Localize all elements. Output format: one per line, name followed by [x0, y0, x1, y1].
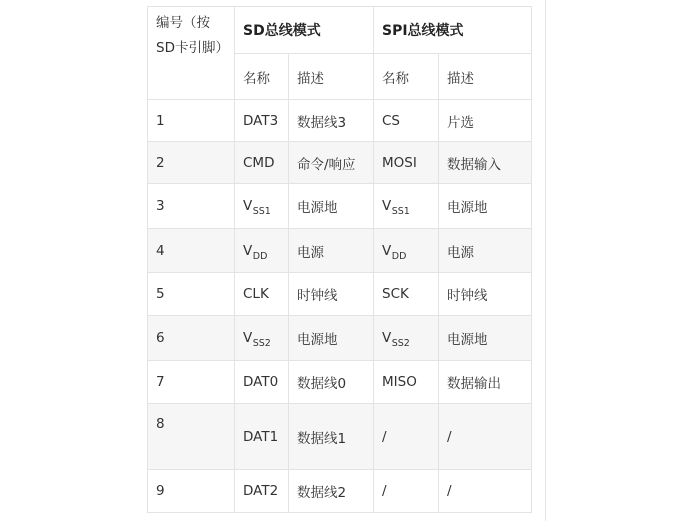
spi-name-cell: [374, 361, 439, 404]
pin-number-cell: 5: [148, 273, 235, 316]
sd-desc-header: 描述: [289, 54, 374, 100]
sd-name-cell: [235, 361, 289, 404]
table-row: [148, 316, 532, 361]
signal-text: V: [243, 198, 253, 214]
pin-number-cell: 8: [148, 404, 235, 470]
spi-desc-cell: /: [439, 404, 532, 470]
pin-table: [147, 6, 532, 513]
spi-mode-header: SPI总线模式: [374, 7, 532, 54]
sd-name-cell: [235, 229, 289, 273]
sd-desc-cell: 电源: [289, 229, 374, 273]
sd-desc-cell: 时钟线: [289, 273, 374, 316]
signal-text: /: [382, 428, 387, 445]
table-row: [148, 184, 532, 229]
sd-desc-cell: 数据线3: [289, 100, 374, 142]
spi-name-header: 名称: [374, 54, 439, 100]
spi-name-cell: [374, 470, 439, 513]
spi-desc-cell: 数据输出: [439, 361, 532, 404]
sd-desc-cell: 数据线1: [289, 404, 374, 470]
spi-desc-cell: 片选: [439, 100, 532, 142]
sd-desc-cell: 数据线0: [289, 361, 374, 404]
table-row: [148, 273, 532, 316]
pin-number-cell: 3: [148, 184, 235, 229]
table-row: [148, 361, 532, 404]
signal-text: V: [243, 242, 253, 259]
signal-text: SCK: [382, 286, 409, 302]
sd-name-cell: [235, 184, 289, 229]
signal-text: CMD: [243, 154, 275, 171]
spi-name-cell: [374, 184, 439, 229]
sd-name-cell: [235, 100, 289, 142]
spi-name-cell: [374, 100, 439, 142]
signal-subscript: DD: [391, 250, 407, 262]
sd-name-cell: [235, 142, 289, 184]
signal-text: CS: [382, 112, 400, 129]
signal-text: V: [382, 198, 392, 214]
signal-text: V: [243, 330, 253, 346]
pin-number-cell: 7: [148, 361, 235, 404]
corner-header: 编号（按SD卡引脚）: [148, 7, 235, 100]
sd-name-cell: [235, 470, 289, 513]
sd-name-cell: [235, 273, 289, 316]
spi-desc-cell: 电源: [439, 229, 532, 273]
sd-name-cell: [235, 316, 289, 361]
pin-number-cell: 1: [148, 100, 235, 142]
table-row: [148, 100, 532, 142]
spi-desc-cell: 电源地: [439, 316, 532, 361]
signal-text: DAT1: [243, 428, 279, 445]
signal-subscript: SS1: [391, 206, 410, 217]
signal-text: DAT2: [243, 483, 279, 499]
table-row: [148, 470, 532, 513]
sd-desc-cell: 电源地: [289, 184, 374, 229]
spi-desc-header: 描述: [439, 54, 532, 100]
pin-number-cell: 6: [148, 316, 235, 361]
signal-text: DAT3: [243, 112, 279, 129]
spi-name-cell: [374, 316, 439, 361]
page-divider-line: [545, 0, 546, 521]
sd-desc-cell: 数据线2: [289, 470, 374, 513]
spi-desc-cell: /: [439, 470, 532, 513]
sd-desc-cell: 电源地: [289, 316, 374, 361]
signal-text: MISO: [382, 374, 417, 390]
signal-subscript: SS1: [252, 206, 271, 217]
table-row: [148, 229, 532, 273]
pin-number-cell: 2: [148, 142, 235, 184]
sd-name-header: 名称: [235, 54, 289, 100]
pin-number-cell: 4: [148, 229, 235, 273]
signal-text: CLK: [243, 286, 269, 302]
spi-desc-cell: 电源地: [439, 184, 532, 229]
sd-name-cell: [235, 404, 289, 470]
signal-subscript: SS2: [252, 338, 271, 349]
signal-subscript: SS2: [391, 338, 410, 349]
sd-desc-cell: 命令/响应: [289, 142, 374, 184]
spi-name-cell: [374, 404, 439, 470]
signal-subscript: DD: [252, 250, 268, 262]
spi-name-cell: [374, 273, 439, 316]
signal-text: /: [382, 483, 387, 499]
signal-text: MOSI: [382, 154, 417, 171]
sd-mode-header: SD总线模式: [235, 7, 374, 54]
table-row: [148, 404, 532, 470]
spi-desc-cell: 数据输入: [439, 142, 532, 184]
table-row: [148, 142, 532, 184]
pin-number-cell: 9: [148, 470, 235, 513]
signal-text: V: [382, 330, 392, 346]
spi-name-cell: [374, 229, 439, 273]
signal-text: DAT0: [243, 374, 279, 390]
signal-text: V: [382, 242, 392, 259]
spi-name-cell: [374, 142, 439, 184]
spi-desc-cell: 时钟线: [439, 273, 532, 316]
